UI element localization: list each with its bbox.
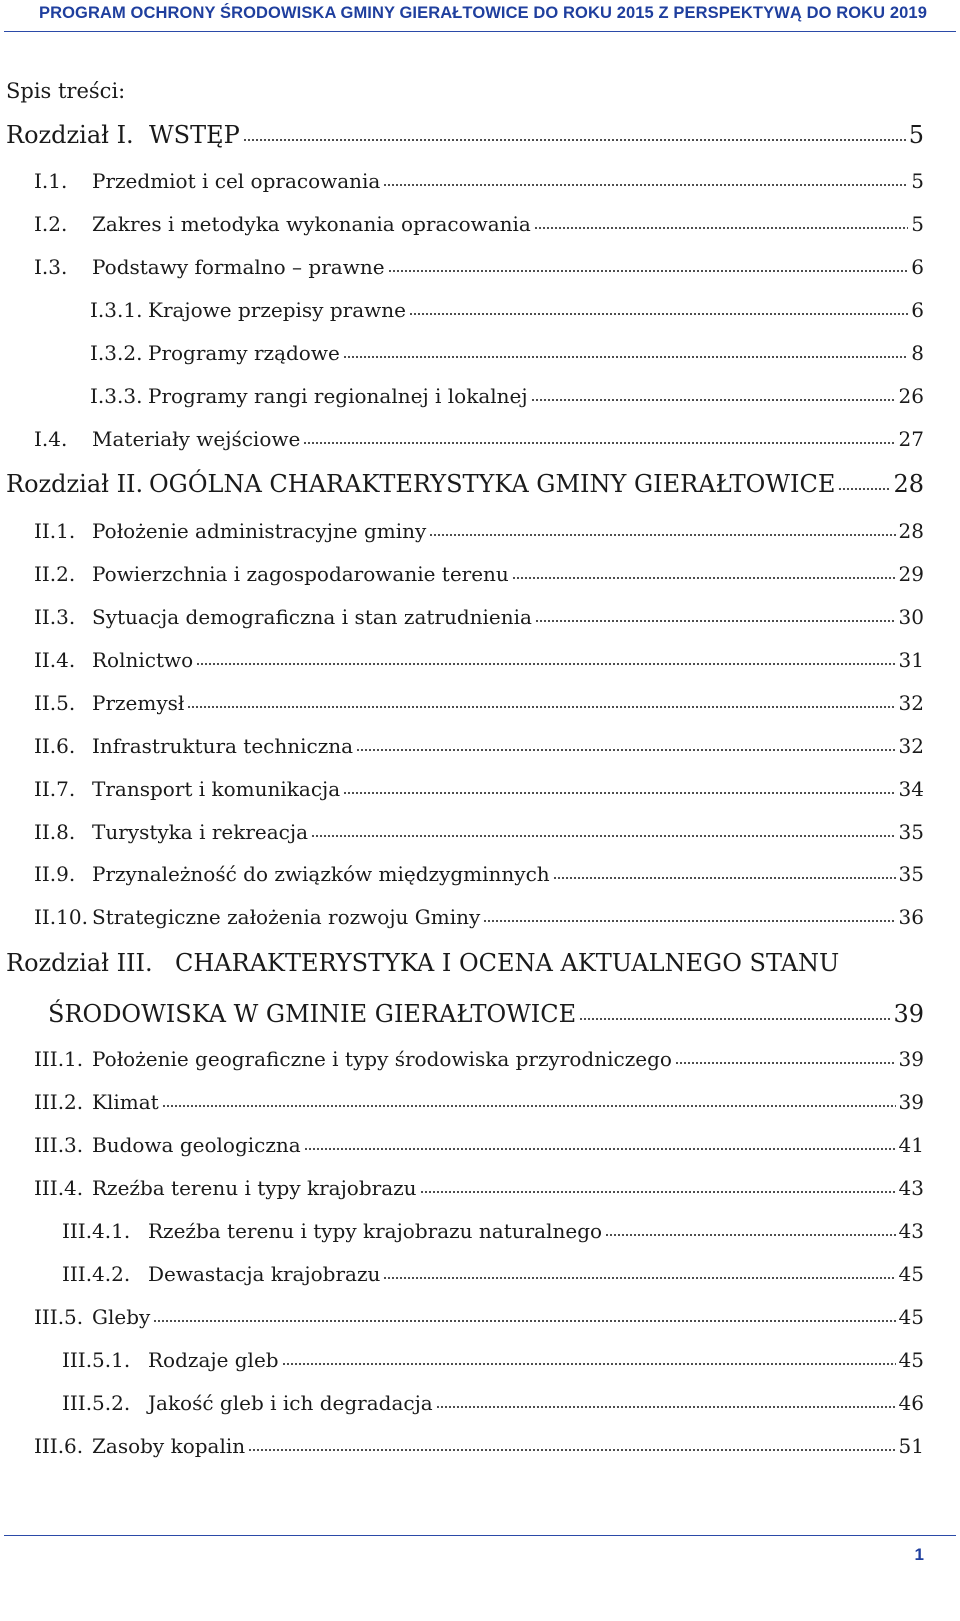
toc-entry[interactable] <box>34 426 924 451</box>
toc-entry-title: Strategiczne założenia rozwoju Gminy <box>92 905 481 929</box>
toc-entry-number: III.2. <box>34 1090 84 1114</box>
toc-entry-title: Zakres i metodyka wykonania opracowania <box>92 212 531 236</box>
toc-dot-leader <box>420 1176 896 1196</box>
toc-entry-page: 46 <box>898 1391 924 1415</box>
toc-entry-number: III.5.1. <box>62 1348 131 1372</box>
toc-entry-page: 5 <box>911 212 924 236</box>
toc-entry-number: III.3. <box>34 1133 84 1157</box>
toc-entry-page: 43 <box>898 1176 924 1200</box>
toc-entry-page: 41 <box>898 1133 924 1157</box>
toc-entry-title: Rodzaje gleb <box>148 1348 279 1372</box>
toc-entry-number: III.6. <box>34 1434 84 1458</box>
toc-entry[interactable] <box>90 297 924 322</box>
toc-dot-leader <box>409 298 908 318</box>
footer-rule <box>4 1535 956 1536</box>
toc-entry-title: Turystyka i rekreacja <box>92 820 308 844</box>
toc-entry-number: II.7. <box>34 777 76 801</box>
toc-entry-title: Materiały wejściowe <box>92 427 301 451</box>
toc-entry[interactable] <box>34 819 924 844</box>
toc-dot-leader <box>579 999 890 1023</box>
toc-entry-number: III.4.2. <box>62 1262 131 1286</box>
toc-entry-page: 29 <box>898 562 924 586</box>
toc-dot-leader <box>153 1305 895 1325</box>
toc-dot-leader <box>838 469 890 493</box>
toc-entry[interactable] <box>34 1433 924 1458</box>
page-number: 1 <box>914 1545 924 1564</box>
toc-dot-leader <box>388 255 909 275</box>
toc-entry-title: Gleby <box>92 1305 151 1329</box>
header-rule <box>4 31 956 32</box>
toc-entry[interactable] <box>34 904 924 929</box>
toc-entry[interactable] <box>34 1304 924 1329</box>
toc-entry[interactable] <box>34 211 924 236</box>
toc-entry-page: 28 <box>898 519 924 543</box>
toc-dot-leader <box>534 212 908 232</box>
toc-entry-number: I.3.3. <box>90 384 143 408</box>
toc-entry-title: Krajowe przepisy prawne <box>148 298 406 322</box>
toc-entry-title: Rzeźba terenu i typy krajobrazu naturalnego <box>148 1219 603 1243</box>
toc-dot-leader <box>311 820 896 840</box>
toc-entry[interactable] <box>62 1347 924 1372</box>
toc-dot-leader <box>483 905 895 925</box>
toc-entry[interactable] <box>34 647 924 672</box>
toc-dot-leader <box>512 562 896 582</box>
toc-entry-title: Położenie geograficzne i typy środowiska przyrodniczego <box>92 1047 672 1071</box>
toc-entry-page: 34 <box>898 777 924 801</box>
toc-entry[interactable] <box>34 254 924 279</box>
toc-entry-title: Powierzchnia i zagospodarowanie terenu <box>92 562 509 586</box>
toc-entry-number: III.5.2. <box>62 1391 131 1415</box>
toc-entry-page: 45 <box>898 1262 924 1286</box>
toc-entry-number: II.4. <box>34 648 76 672</box>
toc-entry-title: Budowa geologiczna <box>92 1133 301 1157</box>
toc-entry-number: I.2. <box>34 212 68 236</box>
toc-entry[interactable] <box>34 604 924 629</box>
toc-dot-leader <box>383 1262 895 1282</box>
toc-entry-number: III.5. <box>34 1305 84 1329</box>
toc-entry-page: 26 <box>898 384 924 408</box>
toc-entry[interactable] <box>34 1175 924 1200</box>
toc-entry[interactable] <box>34 1046 924 1071</box>
toc-entry-page: 32 <box>898 691 924 715</box>
toc-entry[interactable] <box>34 1132 924 1157</box>
toc-dot-leader <box>282 1348 896 1368</box>
toc-entry[interactable] <box>34 690 924 715</box>
toc-entry-page: 32 <box>898 734 924 758</box>
toc-entry-page: 8 <box>911 341 924 365</box>
toc-entry-page: 27 <box>898 427 924 451</box>
toc-entry-title: Programy rządowe <box>148 341 340 365</box>
toc-dot-leader <box>605 1219 895 1239</box>
toc-entry-page: 45 <box>898 1305 924 1329</box>
toc-entry[interactable] <box>34 168 924 193</box>
toc-entry-page: 31 <box>898 648 924 672</box>
toc-dot-leader <box>531 384 896 404</box>
toc-dot-leader <box>356 734 895 754</box>
toc-entry-number: II.9. <box>34 862 76 886</box>
toc-entry[interactable] <box>90 340 924 365</box>
toc-entry-page: 39 <box>893 1000 924 1028</box>
toc-entry[interactable] <box>34 1089 924 1114</box>
toc-entry-number: II.6. <box>34 734 76 758</box>
toc-entry[interactable] <box>34 518 924 543</box>
toc-entry-title-continued: ŚRODOWISKA W GMINIE GIERAŁTOWICE <box>48 1000 577 1028</box>
toc-entry-page: 51 <box>898 1434 924 1458</box>
toc-entry-title: Klimat <box>92 1090 159 1114</box>
toc-entry[interactable] <box>62 1261 924 1286</box>
toc-dot-leader <box>343 777 895 797</box>
toc-dot-leader <box>303 427 895 447</box>
toc-dot-leader <box>196 648 895 668</box>
toc-entry-title: Jakość gleb i ich degradacja <box>148 1391 433 1415</box>
toc-dot-leader <box>187 691 895 711</box>
toc-entry-page: 6 <box>911 255 924 279</box>
toc-entry-page: 5 <box>911 169 924 193</box>
toc-entry-page: 36 <box>898 905 924 929</box>
toc-entry[interactable] <box>6 468 924 498</box>
toc-entry-number: II.8. <box>34 820 76 844</box>
toc-entry-number: Rozdział I. <box>6 121 134 149</box>
toc-entry-title: OGÓLNA CHARAKTERYSTYKA GMINY GIERAŁTOWICE <box>149 470 836 498</box>
toc-entry-number: II.10. <box>34 905 88 929</box>
toc-dot-leader <box>429 519 895 539</box>
toc-dot-leader <box>343 341 908 361</box>
toc-entry-title: Podstawy formalno – prawne <box>92 255 385 279</box>
toc-entry-title: WSTĘP <box>149 121 240 149</box>
toc-entry-number: III.4.1. <box>62 1219 131 1243</box>
toc-entry[interactable] <box>34 776 924 801</box>
toc-entry-page: 6 <box>911 298 924 322</box>
toc-entry-number: II.2. <box>34 562 76 586</box>
toc-entry-page: 35 <box>898 862 924 886</box>
toc-entry-number: Rozdział II. <box>6 470 144 498</box>
toc-entry[interactable] <box>62 1390 924 1415</box>
toc-title: Spis treści: <box>6 79 126 103</box>
running-header: PROGRAM OCHRONY ŚRODOWISKA GMINY GIERAŁTOWICE DO ROKU 2015 Z PERSPEKTYWĄ DO ROKU 2019 <box>38 4 927 22</box>
toc-entry-title: Transport i komunikacja <box>92 777 341 801</box>
toc-entry-title: Rzeźba terenu i typy krajobrazu <box>92 1176 417 1200</box>
toc-entry-number: Rozdział III. <box>6 949 153 977</box>
toc-entry-number: III.1. <box>34 1047 84 1071</box>
toc-entry-title: Dewastacja krajobrazu <box>148 1262 381 1286</box>
toc-entry-title: Przemysł <box>92 691 185 715</box>
toc-entry[interactable] <box>90 383 924 408</box>
toc-dot-leader <box>383 169 908 189</box>
toc-dot-leader <box>675 1047 896 1067</box>
toc-entry-page: 30 <box>898 605 924 629</box>
toc-entry-page: 43 <box>898 1219 924 1243</box>
toc-dot-leader <box>553 862 896 882</box>
toc-entry[interactable] <box>62 1218 924 1243</box>
toc-dot-leader <box>436 1391 896 1411</box>
toc-entry-page: 35 <box>898 820 924 844</box>
toc-dot-leader <box>304 1133 896 1153</box>
toc-entry-title: Sytuacja demograficzna i stan zatrudnienia <box>92 605 532 629</box>
toc-entry[interactable] <box>34 861 924 886</box>
toc-entry[interactable] <box>34 733 924 758</box>
toc-entry-page: 45 <box>898 1348 924 1372</box>
toc-entry-title: Przynależność do związków międzygminnych <box>92 862 550 886</box>
toc-entry-number: I.1. <box>34 169 68 193</box>
toc-entry-title: Zasoby kopalin <box>92 1434 246 1458</box>
toc-entry-number: II.3. <box>34 605 76 629</box>
toc-entry-title: Programy rangi regionalnej i lokalnej <box>148 384 528 408</box>
toc-entry-number: I.3. <box>34 255 68 279</box>
toc-entry-number: II.5. <box>34 691 76 715</box>
toc-dot-leader <box>243 120 906 144</box>
toc-dot-leader <box>248 1434 895 1454</box>
toc-entry[interactable] <box>6 119 924 149</box>
toc-entry-title: Infrastruktura techniczna <box>92 734 354 758</box>
toc-entry-number: II.1. <box>34 519 76 543</box>
toc-entry-title: Położenie administracyjne gminy <box>92 519 427 543</box>
toc-entry-number: I.4. <box>34 427 68 451</box>
toc-entry-title: CHARAKTERYSTYKA I OCENA AKTUALNEGO STANU <box>175 949 840 977</box>
toc-dot-leader <box>162 1090 896 1110</box>
toc-entry-title: Przedmiot i cel opracowania <box>92 169 381 193</box>
toc-dot-leader <box>535 605 896 625</box>
toc-entry-page: 39 <box>898 1090 924 1114</box>
toc-entry[interactable] <box>34 561 924 586</box>
toc-entry-page: 39 <box>898 1047 924 1071</box>
toc-entry-page: 28 <box>893 470 924 498</box>
toc-entry-chapter-line2[interactable] <box>48 998 924 1028</box>
toc-entry-number: III.4. <box>34 1176 84 1200</box>
toc-entry-page: 5 <box>908 121 924 149</box>
toc-entry-number: I.3.1. <box>90 298 143 322</box>
toc-entry-title: Rolnictwo <box>92 648 194 672</box>
toc-entry-chapter-line1[interactable] <box>6 949 924 977</box>
toc-entry-number: I.3.2. <box>90 341 143 365</box>
